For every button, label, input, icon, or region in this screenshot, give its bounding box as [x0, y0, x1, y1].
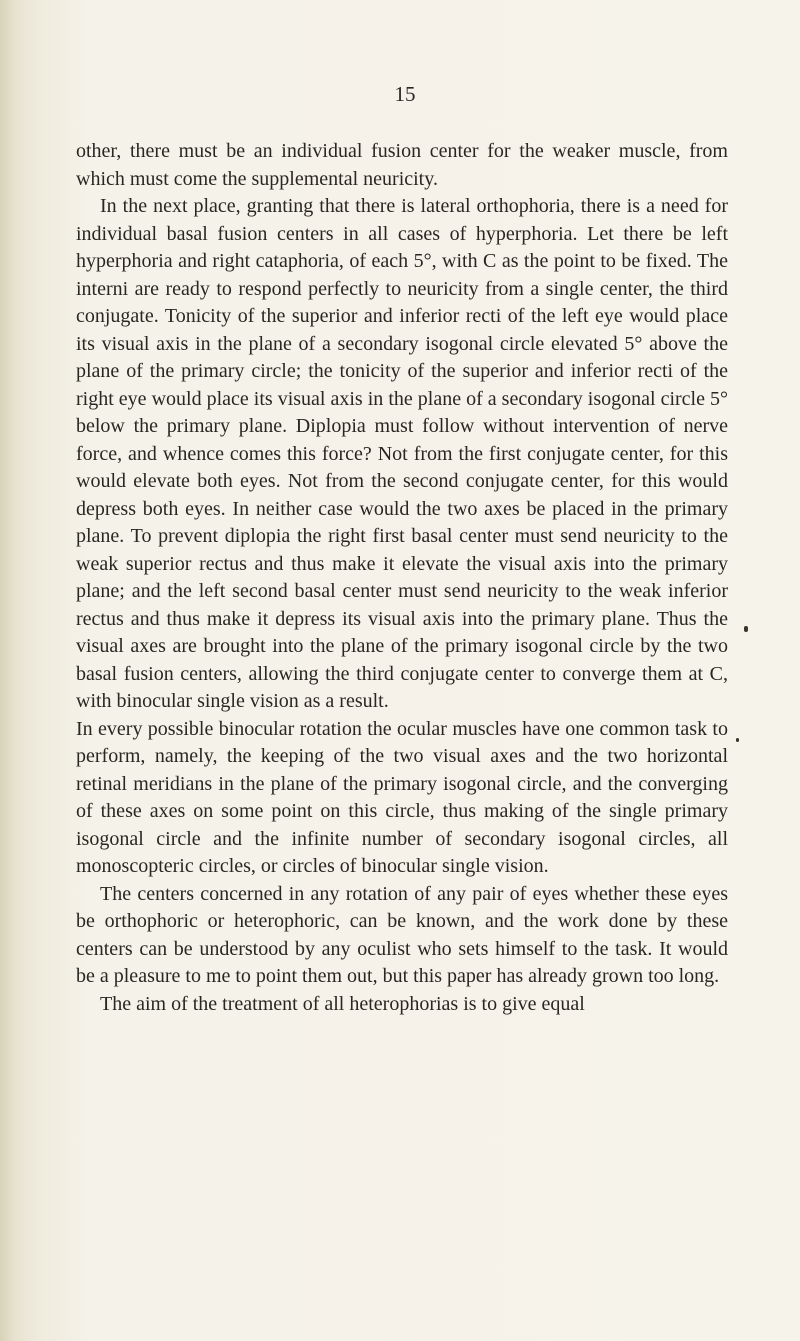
paragraph-centers: The centers concerned in any rotation of any pair of eyes whether these eyes be orthophoric or heterophoric, can be known, and the work done by these centers can be understood by any oculist who sets himself to the task. It would be a pleasure to me to point them out, but this paper has already grown too long.: [76, 882, 728, 987]
paragraph-hyperphoria: In the next place, granting that there is lateral orthophoria, there is a need for individual basal fusion centers in all cases of hyperphoria. Let there be left hyperphoria and right cataphoria, of each 5°, with C as the point to be fixed. The interni are ready to respond perfectly to neuricity from a single center, the third conjugate. Tonicity of the superior and inferior recti of the left eye would place its visual axis in the plane of a secondary isogonal circle elevated 5° above the plane of the primary circle; the tonicity of the superior and inferior recti of the right eye would place its visual axis in the plane of a secondary isogonal circle 5° below the primary plane. Diplopia must follow without intervention of nerve force, and whence comes this force? Not from the first conjugate center, for this would elevate both eyes. Not from the second conjugate center, for this would depress both eyes. In neither case would the two axes be placed in the primary plane. To prevent diplopia the right first basal center must send neuricity to the weak superior rectus and thus make it elevate the visual axis into the primary plane; and the left second basal center must send neuricity to the weak inferior rectus and thus make it depress its visual axis into the primary plane. Thus the visual axes are brought into the plane of the primary isogonal circle by the two basal fusion centers, allowing the third conjugate center to converge them at C, with binocular single vision as a result.: [76, 195, 728, 712]
margin-ink-mark: [744, 626, 748, 632]
binding-gutter-shadow: [0, 0, 26, 1341]
paragraph-treatment: The aim of the treatment of all heterophorias is to give equal: [100, 992, 585, 1015]
body-text: [76, 138, 728, 1018]
page-number: 15: [394, 82, 416, 106]
paragraph-continuation: other, there must be an individual fusion center for the weaker muscle, from which must come the supplemental neuricity.: [76, 140, 728, 190]
margin-ink-mark: [736, 738, 739, 742]
paragraph-binocular-rotation: In every possible binocular rotation the ocular muscles have one common task to perform, namely, the keeping of the two visual axes and the two horizontal retinal meridians in the plane of the primary isogonal circle, and the converging of these axes on some point on this circle, thus making of the single primary isogonal circle and the infinite number of secondary isogonal circles, all monoscopteric circles, or circles of binocular single vision.: [76, 717, 728, 877]
